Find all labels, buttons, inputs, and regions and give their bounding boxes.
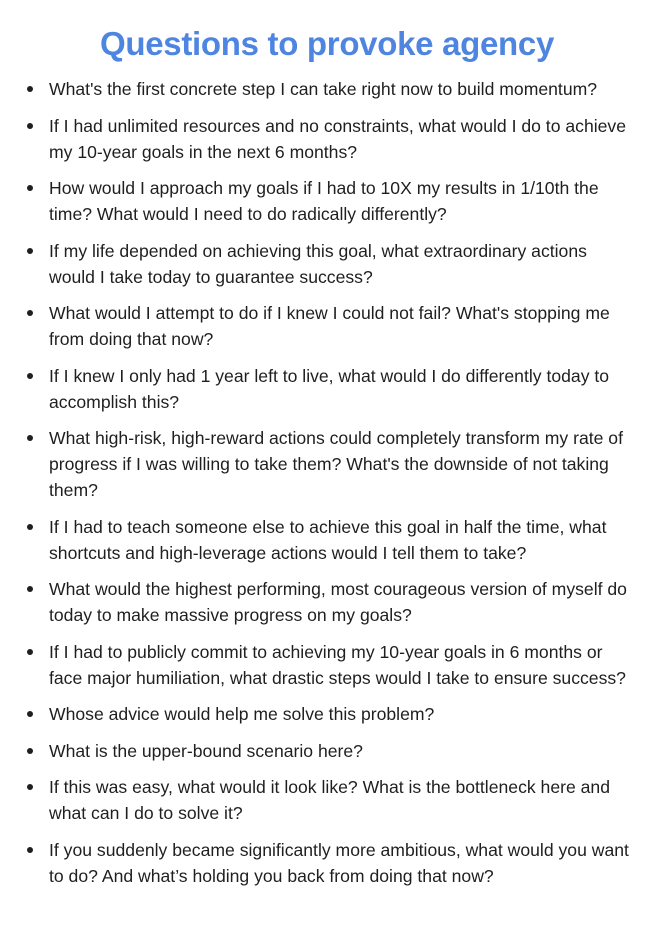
question-item: What's the first concrete step I can take right now to build momentum? [0, 76, 654, 102]
question-item: If this was easy, what would it look like? What is the bottleneck here and what can I do to solve it? [0, 774, 654, 826]
question-item: What would the highest performing, most courageous version of myself do today to make massive progress on my goals? [0, 576, 654, 628]
question-item: How would I approach my goals if I had to 10X my results in 1/10th the time? What would I need to do radically differently? [0, 175, 654, 227]
question-item: If I knew I only had 1 year left to live, what would I do differently today to accomplish this? [0, 363, 654, 415]
question-item: What is the upper-bound scenario here? [0, 738, 654, 764]
page-title: Questions to provoke agency [99, 25, 554, 62]
question-item: What would I attempt to do if I knew I could not fail? What's stopping me from doing that now? [0, 300, 654, 352]
question-item: If you suddenly became significantly more ambitious, what would you want to do? And what’s holding you back from doing that now? [0, 837, 654, 889]
question-item: If I had to publicly commit to achieving my 10-year goals in 6 months or face major humiliation, what drastic steps would I take to ensure success? [0, 639, 654, 691]
question-item: If my life depended on achieving this goal, what extraordinary actions would I take today to guarantee success? [0, 238, 654, 290]
questions-list [0, 76, 654, 899]
question-item: If I had to teach someone else to achieve this goal in half the time, what shortcuts and high-leverage actions would I tell them to take? [0, 514, 654, 566]
question-item: If I had unlimited resources and no constraints, what would I do to achieve my 10-year goals in the next 6 months? [0, 113, 654, 165]
question-item: Whose advice would help me solve this problem? [0, 701, 654, 727]
question-item: What high-risk, high-reward actions could completely transform my rate of progress if I was willing to take them? What's the downside of not taking them? [0, 425, 654, 503]
